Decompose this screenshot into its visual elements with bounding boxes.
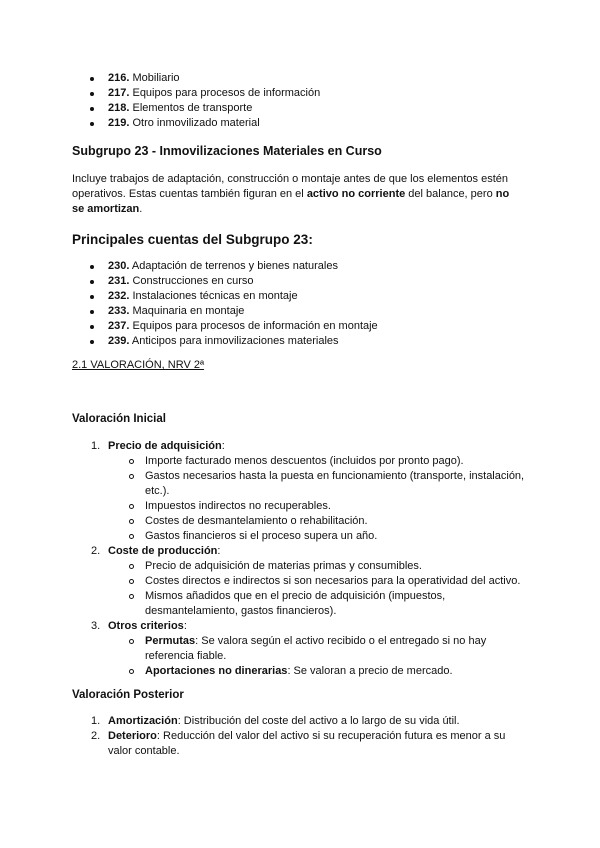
intro-line: Incluye trabajos de adaptación, construcción o montaje antes de que los elementos estén	[72, 173, 508, 185]
sub-item: Importe facturado menos descuentos (incluidos por pronto pago).	[145, 455, 464, 467]
list-item: 216. Mobiliario	[108, 72, 180, 84]
list-item: 233. Maquinaria en montaje	[108, 305, 245, 317]
sub-item: Gastos financieros si el proceso supera un año.	[145, 530, 378, 542]
sub-item-continuation: etc.).	[145, 485, 170, 497]
bullet-icon	[90, 280, 94, 284]
main-accounts-heading: Principales cuentas del Subgrupo 23:	[72, 232, 313, 247]
circle-bullet-icon	[129, 594, 134, 599]
circle-bullet-icon	[129, 579, 134, 584]
list-item: Precio de adquisición:	[108, 440, 225, 452]
bullet-icon	[90, 325, 94, 329]
bullet-icon	[90, 92, 94, 96]
list-item: 237. Equipos para procesos de información en montaje	[108, 320, 378, 332]
list-item: 230. Adaptación de terrenos y bienes naturales	[108, 260, 338, 272]
list-item: 231. Construcciones en curso	[108, 275, 254, 287]
sub-item-continuation: desmantelamiento, gastos financieros).	[145, 605, 337, 617]
circle-bullet-icon	[129, 504, 134, 509]
sub-item: Permutas: Se valora según el activo recibido o el entregado si no hay	[145, 635, 487, 647]
list-number: 1.	[91, 440, 101, 452]
sub-item: Impuestos indirectos no recuperables.	[145, 500, 331, 512]
list-item-continuation: valor contable.	[108, 745, 180, 757]
subgroup-heading: Subgrupo 23 - Inmovilizaciones Materiales en Curso	[72, 144, 382, 158]
valoracion-inicial-heading: Valoración Inicial	[72, 413, 166, 425]
sub-item: Gastos necesarios hasta la puesta en funcionamiento (transporte, instalación,	[145, 470, 525, 482]
bullet-icon	[90, 107, 94, 111]
list-item: Coste de producción:	[108, 545, 221, 557]
list-item: Amortización: Distribución del coste del activo a lo largo de su vida útil.	[108, 715, 460, 727]
section-link[interactable]: 2.1 VALORACIÓN, NRV 2ª	[72, 359, 205, 371]
list-item: 239. Anticipos para inmovilizaciones materiales	[108, 335, 339, 347]
sub-item: Precio de adquisición de materias primas y consumibles.	[145, 560, 422, 572]
list-item: Deterioro: Reducción del valor del activo si su recuperación futura es menor a su	[108, 730, 506, 742]
circle-bullet-icon	[129, 519, 134, 524]
intro-line: operativos. Estas cuentas también figuran en el activo no corriente del balance, pero no	[72, 188, 510, 200]
circle-bullet-icon	[129, 534, 134, 539]
bullet-icon	[90, 122, 94, 126]
sub-item: Mismos añadidos que en el precio de adquisición (impuestos,	[145, 590, 446, 602]
circle-bullet-icon	[129, 474, 134, 479]
bullet-icon	[90, 310, 94, 314]
list-item: 217. Equipos para procesos de información	[108, 87, 321, 99]
list-number: 1.	[91, 715, 101, 727]
list-number: 2.	[91, 730, 101, 742]
list-number: 2.	[91, 545, 101, 557]
bullet-icon	[90, 77, 94, 81]
list-item: 232. Instalaciones técnicas en montaje	[108, 290, 298, 302]
circle-bullet-icon	[129, 564, 134, 569]
list-item: 219. Otro inmovilizado material	[108, 117, 260, 129]
sub-item: Costes directos e indirectos si son necesarios para la operatividad del activo.	[145, 575, 521, 587]
valoracion-posterior-heading: Valoración Posterior	[72, 689, 184, 701]
sub-item-continuation: referencia fiable.	[145, 650, 227, 662]
list-item: Otros criterios:	[108, 620, 187, 632]
list-number: 3.	[91, 620, 101, 632]
bullet-icon	[90, 295, 94, 299]
circle-bullet-icon	[129, 459, 134, 464]
circle-bullet-icon	[129, 669, 134, 674]
sub-item: Costes de desmantelamiento o rehabilitación.	[145, 515, 368, 527]
sub-item: Aportaciones no dinerarias: Se valoran a precio de mercado.	[145, 665, 453, 677]
bullet-icon	[90, 340, 94, 344]
bullet-icon	[90, 265, 94, 269]
intro-line: se amortizan.	[72, 203, 143, 215]
list-item: 218. Elementos de transporte	[108, 102, 253, 114]
circle-bullet-icon	[129, 639, 134, 644]
